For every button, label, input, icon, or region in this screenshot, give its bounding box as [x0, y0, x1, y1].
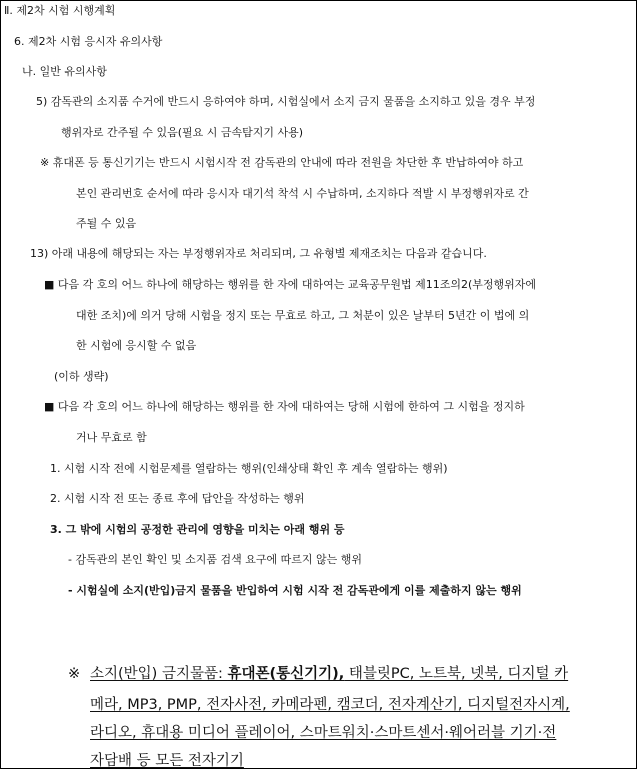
- prohibited-line-1-rest: 태블릿PC, 노트북, 넷북, 디지털 카: [344, 666, 569, 682]
- bullet-1-line-3: 한 시험에 응시할 수 없음: [76, 339, 197, 352]
- subsection-6-title: 6. 제2차 시험 응시자 유의사항: [14, 35, 163, 48]
- phone-note-line-3: 주될 수 있음: [76, 217, 137, 230]
- prohibited-items-line-2: 메라, MP3, PMP, 전자사전, 카메라펜, 캠코더, 전자계산기, 디지털전자시계,: [90, 697, 570, 713]
- bullet-1-line-2: 대한 조치)에 의거 당해 시험을 정지 또는 무효로 하고, 그 처분이 있은 날부터 5년간 이 법에 의: [76, 309, 530, 322]
- list-item-1: 1. 시험 시작 전에 시험문제를 열람하는 행위(인쇄상태 확인 후 계속 열람하는 행위): [50, 462, 448, 475]
- omitted-note: (이하 생략): [54, 370, 109, 383]
- sublist-item-1: - 감독관의 본인 확인 및 소지품 검색 요구에 따르지 않는 행위: [68, 553, 362, 566]
- bullet-2-line-1: ■ 다음 각 호의 어느 하나에 해당하는 행위를 한 자에 대하여는 당해 시험에 한하여 그 시험을 정지하: [44, 400, 525, 413]
- item-5-line-1: 5) 감독관의 소지품 수거에 반드시 응하여야 하며, 시험실에서 소지 금지 물품을 소지하고 있을 경우 부정: [36, 95, 536, 108]
- list-item-2: 2. 시험 시작 전 또는 종료 후에 답안을 작성하는 행위: [50, 492, 305, 505]
- prohibited-items-line-4: 자담배 등 모든 전자기기: [90, 753, 244, 769]
- prohibited-items-line-1: [68, 659, 568, 690]
- list-item-3: 3. 그 밖에 시험의 공정한 관리에 영향을 미치는 아래 행위 등: [50, 523, 345, 536]
- phone-note-line-1: ※ 휴대폰 등 통신기기는 반드시 시험시작 전 감독관의 안내에 따라 전원을 차단한 후 반납하여야 하고: [40, 156, 524, 169]
- bullet-1-line-1: ■ 다음 각 호의 어느 하나에 해당하는 행위를 한 자에 대하여는 교육공무원법 제11조의2(부정행위자에: [44, 278, 537, 291]
- prohibited-items-line-3: 라디오, 휴대용 미디어 플레이어, 스마트워치·스마트센서·웨어러블 기기·전: [90, 725, 557, 741]
- phone-note-line-2: 본인 관리번호 순서에 따라 응시자 대기석 착석 시 수납하며, 소지하다 적발 시 부정행위자로 간: [76, 187, 529, 200]
- item-13-line-1: 13) 아래 내용에 해당되는 자는 부정행위자로 처리되며, 그 유형별 제재조치는 다음과 같습니다.: [30, 247, 487, 260]
- general-notes-title: 나. 일반 유의사항: [22, 65, 107, 78]
- prohibited-highlight: 휴대폰(통신기기),: [227, 666, 345, 682]
- item-5-line-2: 행위자로 간주될 수 있음(필요 시 금속탐지기 사용): [61, 126, 304, 139]
- section-title: Ⅱ. 제2차 시험 시행계획: [4, 4, 116, 17]
- bullet-2-line-2: 거나 무효로 함: [76, 431, 147, 444]
- reference-mark: ※: [68, 666, 81, 682]
- sublist-item-2: - 시험실에 소지(반입)금지 물품을 반입하여 시험 시작 전 감독관에게 이를 제출하지 않는 행위: [68, 584, 522, 597]
- prohibited-prefix: 소지(반입) 금지물품:: [90, 666, 228, 682]
